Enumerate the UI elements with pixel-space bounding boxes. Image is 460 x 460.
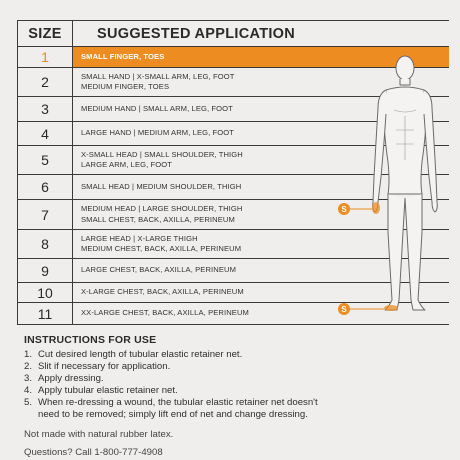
size-number: 10	[18, 283, 73, 303]
instruction-step	[24, 397, 454, 421]
foot-marker-label: S	[341, 305, 347, 314]
step-number: 5.	[24, 397, 33, 408]
step-number: 2.	[24, 361, 33, 372]
application-line: MEDIUM CHEST, BACK, AXILLA, PERINEUM	[81, 244, 242, 253]
human-body-outline-icon	[373, 56, 438, 310]
size-number: 3	[18, 97, 73, 122]
instruction-step	[24, 385, 454, 397]
size-number: 4	[18, 122, 73, 146]
body-figure-illustration	[330, 52, 450, 322]
application-line: MEDIUM HEAD | LARGE SHOULDER, THIGH	[81, 204, 243, 213]
size-number: 6	[18, 175, 73, 200]
step-number: 4.	[24, 385, 33, 396]
instruction-step	[24, 349, 454, 361]
size-number: 2	[18, 68, 73, 97]
size-number: 11	[18, 303, 73, 325]
step-text: Cut desired length of tubular elastic retainer net.	[38, 349, 243, 360]
application-line: SMALL HEAD | MEDIUM SHOULDER, THIGH	[81, 181, 242, 191]
instructions-section	[24, 334, 454, 421]
instruction-step	[24, 361, 454, 373]
size-number: 7	[18, 200, 73, 230]
application-line: LARGE ARM, LEG, FOOT	[81, 160, 173, 169]
hand-marker-label: S	[341, 205, 347, 214]
questions-contact: Questions? Call 1-800-777-4908	[24, 447, 163, 458]
step-text-continued: need to be removed; simply lift end of net and change dressing.	[38, 409, 308, 420]
application-line: X-SMALL HEAD | SMALL SHOULDER, THIGH	[81, 149, 243, 159]
application-line: LARGE HEAD | X-LARGE THIGH	[81, 233, 198, 243]
application-line: MEDIUM FINGER, TOES	[81, 82, 170, 91]
size-number: 1	[18, 47, 73, 68]
header-suggested-application: SUGGESTED APPLICATION	[73, 21, 450, 47]
step-text: Apply tubular elastic retainer net.	[38, 385, 178, 396]
instructions-title: INSTRUCTIONS FOR USE	[24, 334, 157, 346]
table-header-row	[18, 21, 450, 47]
size-number: 5	[18, 146, 73, 175]
step-number: 3.	[24, 373, 33, 384]
step-text: When re-dressing a wound, the tubular elastic retainer net doesn't	[38, 397, 318, 408]
step-text: Slit if necessary for application.	[38, 361, 171, 372]
application-line: MEDIUM HAND | SMALL ARM, LEG, FOOT	[81, 103, 233, 113]
size-number: 8	[18, 230, 73, 259]
step-number: 1.	[24, 349, 33, 360]
instructions-list	[24, 349, 454, 421]
application-line: SMALL CHEST, BACK, AXILLA, PERINEUM	[81, 214, 235, 224]
hand-highlight	[372, 202, 380, 214]
latex-note: Not made with natural rubber latex.	[24, 429, 174, 440]
header-size: SIZE	[18, 21, 73, 47]
instruction-step	[24, 373, 454, 385]
size-number: 9	[18, 259, 73, 283]
application-line: SMALL HAND | X-SMALL ARM, LEG, FOOT	[81, 71, 235, 81]
application-line: LARGE HAND | MEDIUM ARM, LEG, FOOT	[81, 128, 235, 138]
step-text: Apply dressing.	[38, 373, 104, 384]
application-line: LARGE CHEST, BACK, AXILLA, PERINEUM	[81, 265, 236, 275]
application-line: SMALL FINGER, TOES	[81, 51, 165, 61]
application-line: X-LARGE CHEST, BACK, AXILLA, PERINEUM	[81, 287, 244, 297]
application-line: XX-LARGE CHEST, BACK, AXILLA, PERINEUM	[81, 308, 249, 318]
foot-highlight	[384, 305, 398, 311]
